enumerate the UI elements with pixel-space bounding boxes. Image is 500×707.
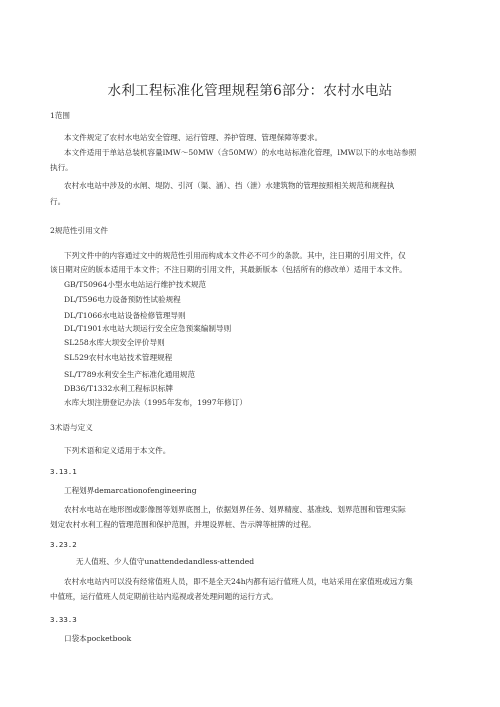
reference-item: DL/T1901水电站大坝运行安全应急预案编制导则 — [64, 324, 232, 333]
section-1-paragraph-2-line-2: 执行。 — [50, 163, 73, 172]
section-1-paragraph-3-line-2: 行。 — [50, 197, 66, 206]
reference-item: SL258水库大坝安全评价导则 — [64, 338, 165, 347]
term-definition-line-2: 中值班，运行值班人员定期前往站内巡视或者处理问题的运行方式。 — [50, 592, 278, 601]
section-3-heading: 3术语与定义 — [50, 423, 93, 432]
reference-item: 水库大坝注册登记办法（1995年发布，1997年修订） — [64, 398, 247, 407]
section-1-heading: 1范围 — [50, 111, 71, 120]
section-1-paragraph-3-line-1: 农村水电站中涉及的水闸、堤防、引河（渠、涵）、挡（泄）水建筑物的管理按照相关规范和规程执 — [64, 181, 395, 190]
term-definition-line-1: 农村水电站在地形图或影像图等划界底图上，依据划界任务、划界精度、基准线、划界范围和管理实际 — [64, 505, 406, 514]
reference-item: DL/T1066水电站设备检修管理导则 — [64, 311, 186, 320]
term-title: 口袋本pocketbook — [64, 634, 132, 643]
term-number: 3.33.3 — [50, 615, 77, 624]
section-2-intro-line-2: 该日期对应的版本适用于本文件；不注日期的引用文件，其最新版本（包括所有的修改单）适用于本文件。 — [50, 265, 407, 274]
reference-item: DL/T596电力设备预防性试验规程 — [64, 295, 181, 304]
term-number: 3.23.2 — [50, 540, 77, 549]
section-2-heading: 2规范性引用文件 — [50, 226, 108, 235]
term-definition-line-1: 农村水电站内可以没有经常值班人员，即不是全天24h内都有运行值班人员，电站采用在家值班或远方集 — [64, 577, 413, 586]
reference-item: SL529农村水电站技术管理规程 — [64, 353, 173, 362]
section-3-intro: 下列术语和定义适用于本文件。 — [64, 446, 171, 455]
term-number: 3.13.1 — [50, 467, 77, 476]
term-title: 工程划界demarcationofengineering — [64, 486, 197, 495]
reference-item: DB36/T1332水利工程标识标牌 — [64, 384, 174, 393]
section-2-intro-line-1: 下列文件中的内容通过文中的规范性引用而构成本文件必不可少的条款。其中，注日期的引用文件，仅 — [64, 251, 406, 260]
reference-item: GB/T50964小型水电站运行维护技术规范 — [64, 280, 207, 289]
reference-item: SL/T789水利安全生产标准化通用规范 — [64, 370, 196, 379]
document-title: 水利工程标准化管理规程第6部分：农村水电站 — [107, 83, 393, 99]
section-1-paragraph-1: 本文件规定了农村水电站安全管理、运行管理、养护管理、管理保障等要求。 — [64, 133, 323, 142]
term-definition-line-2: 划定农村水利工程的管理范围和保护范围，并埋设界桩、告示牌等桩牌的过程。 — [50, 520, 316, 529]
term-title: 无人值班、少人值守unattendedandless-attended — [76, 557, 255, 566]
section-1-paragraph-2-line-1: 本文件适用于单站总装机容量lMW～50MW（含50MW）的水电站标准化管理，lMW以下的水电站参照 — [64, 148, 417, 157]
